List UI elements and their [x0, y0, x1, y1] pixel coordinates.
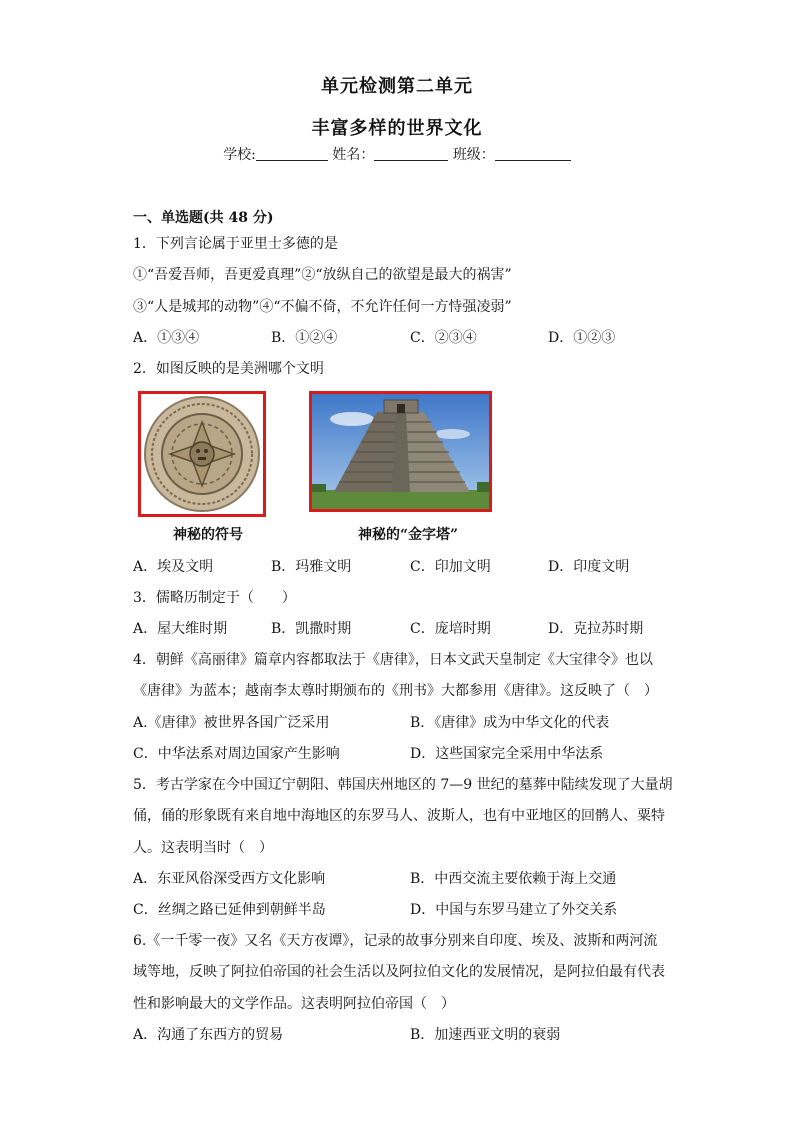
q3-option-b[interactable]: B．凯撒时期 [271, 621, 352, 637]
q5-option-a[interactable]: A．东亚风俗深受西方文化影响 [133, 871, 326, 887]
question-6-stem: 6.《一千零一夜》又名《天方夜谭》，记录的故事分别来自印度、埃及、波斯和两河流 [133, 933, 658, 949]
image-caption-symbol: 神秘的符号 [173, 527, 243, 543]
question-1-stem: 1．下列言论属于亚里士多德的是 [133, 236, 338, 252]
q5-option-b[interactable]: B．中西交流主要依赖于海上交通 [410, 871, 617, 887]
q1-option-d[interactable]: D．①②③ [548, 330, 616, 346]
question-6-line: 域等地，反映了阿拉伯帝国的社会生活以及阿拉伯文化的发展情况，是阿拉伯最有代表 [133, 964, 665, 980]
q6-option-b[interactable]: B．加速西亚文明的衰弱 [410, 1027, 561, 1043]
q2-option-a[interactable]: A．埃及文明 [133, 559, 214, 575]
pyramid-image [309, 391, 492, 512]
q5-option-c[interactable]: C．丝绸之路已延伸到朝鲜半岛 [133, 902, 326, 918]
q3-option-c[interactable]: C．庞培时期 [410, 621, 491, 637]
class-label: 班级： [452, 147, 495, 163]
q2-option-d[interactable]: D．印度文明 [548, 559, 630, 575]
q1-option-a[interactable]: A．①③④ [133, 330, 200, 346]
exam-subtitle: 丰富多样的世界文化 [311, 118, 483, 139]
question-4-line: 《唐律》为蓝本；越南李太尊时期颁布的《刑书》大都参用《唐律》。这反映了（ ） [133, 683, 658, 699]
q2-option-c[interactable]: C．印加文明 [410, 559, 491, 575]
q1-option-b[interactable]: B．①②④ [271, 330, 338, 346]
q4-option-b[interactable]: B．《唐律》成为中华文化的代表 [410, 715, 610, 731]
q6-option-a[interactable]: A．沟通了东西方的贸易 [133, 1027, 284, 1043]
question-6-line: 性和影响最大的文学作品。这表明阿拉伯帝国（ ） [133, 996, 455, 1012]
image-caption-pyramid: 神秘的“金字塔” [358, 527, 459, 543]
name-blank[interactable] [374, 146, 448, 161]
question-1-line: ③“人是城邦的动物”④“不偏不倚，不允许任何一方恃强凌弱” [133, 299, 512, 315]
q3-option-d[interactable]: D．克拉苏时期 [548, 621, 644, 637]
pyramid-icon [312, 394, 489, 509]
question-5-stem: 5．考古学家在今中国辽宁朝阳、韩国庆州地区的 7—9 世纪的墓葬中陆续发现了大量胡 [133, 777, 673, 793]
sun-stone-icon [141, 394, 263, 514]
class-blank[interactable] [495, 146, 571, 161]
student-info [0, 144, 794, 164]
section-heading: 一、单选题(共 48 分) [133, 210, 274, 226]
question-5-line: 人。这表明当时（ ） [133, 840, 273, 856]
q5-option-d[interactable]: D．中国与东罗马建立了外交关系 [410, 902, 618, 918]
exam-title: 单元检测第二单元 [321, 76, 473, 97]
school-blank[interactable] [256, 146, 318, 161]
question-5-line: 俑，俑的形象既有来自地中海地区的东罗马人、波斯人，也有中亚地区的回鹘人、粟特 [133, 808, 665, 824]
q4-option-d[interactable]: D．这些国家完全采用中华法系 [410, 746, 604, 762]
aztec-calendar-image [138, 391, 266, 517]
q1-option-c[interactable]: C．②③④ [410, 330, 477, 346]
q4-option-c[interactable]: C．中华法系对周边国家产生影响 [133, 746, 340, 762]
q3-option-a[interactable]: A．屋大维时期 [133, 621, 228, 637]
question-2-stem: 2．如图反映的是美洲哪个文明 [133, 361, 324, 377]
q2-option-b[interactable]: B．玛雅文明 [271, 559, 352, 575]
name-label: 姓名： [332, 147, 375, 163]
question-1-line: ①“吾爱吾师，吾更爱真理”②“放纵自己的欲望是最大的祸害” [133, 267, 512, 283]
question-3-stem: 3．儒略历制定于（ ） [133, 590, 296, 606]
school-label: 学校: [223, 147, 256, 163]
q4-option-a[interactable]: A.《唐律》被世界各国广泛采用 [133, 715, 330, 731]
question-4-stem: 4．朝鲜《高丽律》篇章内容都取法于《唐律》，日本文武天皇制定《大宝律令》也以 [133, 652, 653, 668]
